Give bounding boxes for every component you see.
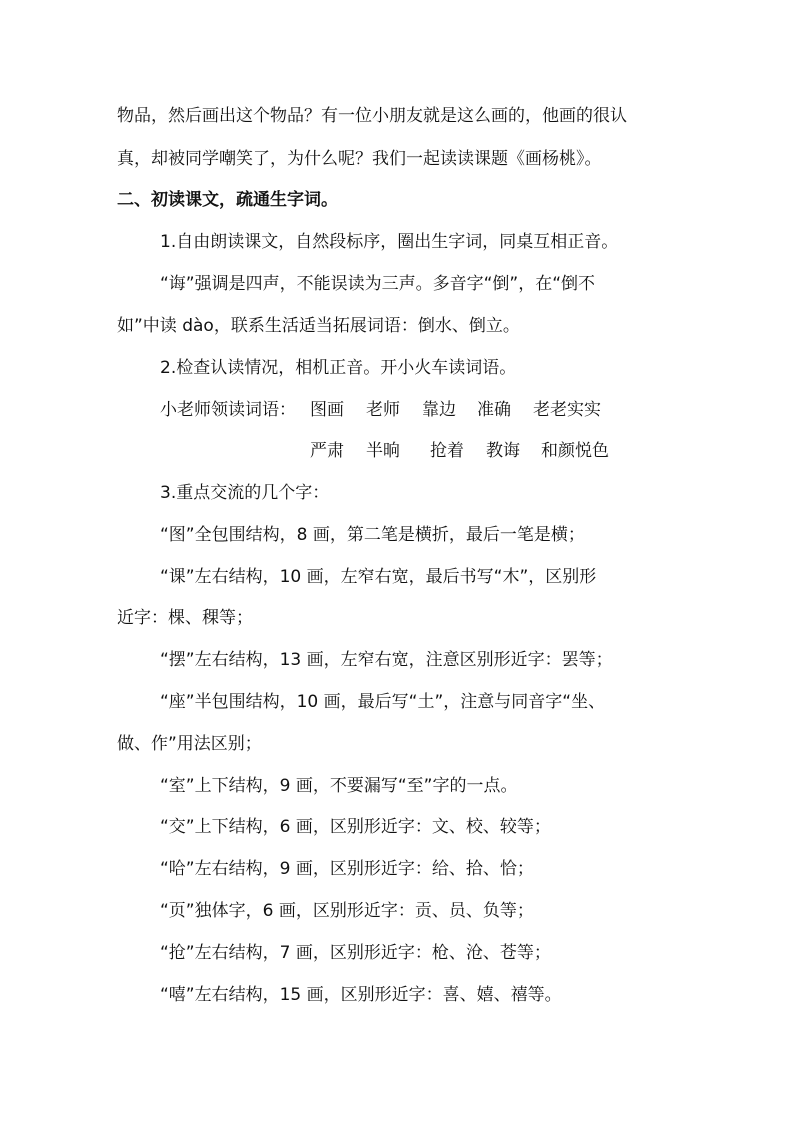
vocab-word: 准确 — [477, 400, 511, 420]
char-note: “座”半包围结构，10 画，最后写“土”，注意与同音字“坐、 — [160, 692, 606, 712]
paragraph-line: 如”中读 dào，联系生活适当拓展词语：倒水、倒立。 — [117, 316, 520, 336]
vocab-word: 老老实实 — [533, 400, 601, 420]
paragraph-line: 物品，然后画出这个物品？有一位小朋友就是这么画的，他画的很认 — [117, 106, 627, 126]
char-note: “室”上下结构，9 画，不要漏写“至”字的一点。 — [160, 776, 518, 796]
section-heading: 二、初读课文，疏通生字词。 — [117, 190, 338, 210]
char-note: “哈”左右结构，9 画，区别形近字：给、拾、恰； — [160, 859, 534, 879]
char-note: “图”全包围结构，8 画，第二笔是横折，最后一笔是横； — [160, 525, 585, 545]
vocab-label: 小老师领读词语： — [160, 400, 296, 420]
char-note: “交”上下结构，6 画，区别形近字：文、校、较等； — [160, 817, 551, 837]
paragraph-line: 真，却被同学嘲笑了，为什么呢？我们一起读读课题《画杨桃》。 — [117, 149, 602, 169]
char-note: “页”独体字，6 画，区别形近字：贡、员、负等； — [160, 901, 534, 921]
char-note: “课”左右结构，10 画，左窄右宽，最后书写“木”，区别形 — [160, 567, 597, 587]
step-item-3: 3.重点交流的几个字： — [160, 483, 330, 503]
vocab-row-2 — [160, 440, 680, 462]
vocab-word: 严肃 — [310, 441, 344, 461]
vocab-word: 抢着 — [430, 441, 464, 461]
vocab-word: 图画 — [310, 400, 344, 420]
step-item-2: 2.检查认读情况，相机正音。开小火车读词语。 — [160, 358, 517, 378]
char-note: 近字：棵、稞等； — [117, 608, 253, 628]
char-note: “摆”左右结构，13 画，左窄右宽，注意区别形近字：罢等； — [160, 650, 613, 670]
char-note: “抢”左右结构，7 画，区别形近字：枪、沧、苍等； — [160, 943, 551, 963]
char-note: “嘻”左右结构，15 画，区别形近字：喜、嬉、禧等。 — [160, 985, 562, 1005]
step-item-1: 1.自由朗读课文，自然段标序，圈出生字词，同桌互相正音。 — [160, 232, 619, 252]
paragraph-line: “诲”强调是四声，不能误读为三声。多音字“倒”，在“倒不 — [160, 274, 596, 294]
vocab-word: 老师 — [366, 400, 400, 420]
vocab-word: 教诲 — [486, 441, 520, 461]
vocab-word: 靠边 — [422, 400, 456, 420]
vocab-row-1 — [160, 399, 680, 421]
char-note: 做、作”用法区别； — [117, 734, 262, 754]
vocab-word: 半晌 — [366, 441, 400, 461]
vocab-word: 和颜悦色 — [541, 441, 609, 461]
